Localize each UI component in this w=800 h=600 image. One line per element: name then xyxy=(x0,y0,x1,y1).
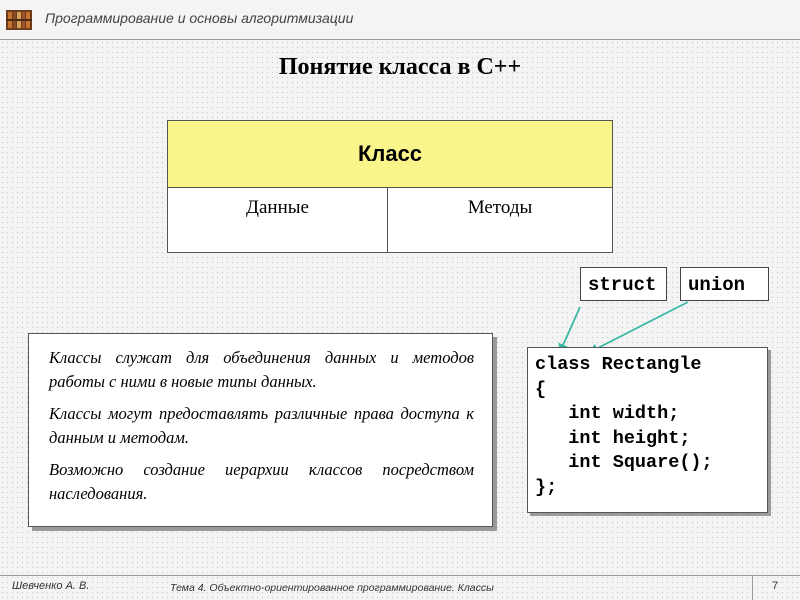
description-box xyxy=(28,333,493,527)
course-title: Программирование и основы алгоритмизации xyxy=(45,10,354,26)
struct-arrow xyxy=(560,307,580,352)
code-line: }; xyxy=(535,476,558,498)
class-diagram xyxy=(167,120,613,253)
page-number: 7 xyxy=(772,580,779,592)
description-paragraph: Классы могут предоставлять различные права доступа к данным и методам. xyxy=(49,404,474,447)
footer-separator xyxy=(752,576,753,600)
code-line: int width; xyxy=(535,403,680,424)
class-methods-cell: Методы xyxy=(467,197,533,218)
footer-author: Шевченко А. В. xyxy=(12,580,90,592)
slide-header xyxy=(0,0,800,40)
struct-keyword-box: struct xyxy=(580,267,667,301)
slide-title: Понятие класса в С++ xyxy=(278,54,522,80)
description-paragraph: Возможно создание иерархии классов посредством наследования. xyxy=(49,460,474,503)
footer-divider xyxy=(0,575,800,576)
header-divider xyxy=(0,39,800,40)
union-arrow xyxy=(590,302,688,352)
class-diagram-heading: Класс xyxy=(168,121,612,188)
class-data-cell: Данные xyxy=(168,188,388,252)
code-line: { xyxy=(535,378,547,400)
code-line: int height; xyxy=(535,427,691,449)
books-icon xyxy=(5,7,33,31)
code-example xyxy=(527,347,768,513)
code-line: int Square(); xyxy=(535,452,713,473)
union-keyword-box: union xyxy=(680,267,769,301)
code-line: class Rectangle xyxy=(535,354,702,375)
footer-topic: Тема 4. Объектно-ориентированное программирование. Классы xyxy=(170,582,494,594)
description-paragraph: Классы служат для объединения данных и методов работы с ними в новые типы данных. xyxy=(49,348,474,391)
